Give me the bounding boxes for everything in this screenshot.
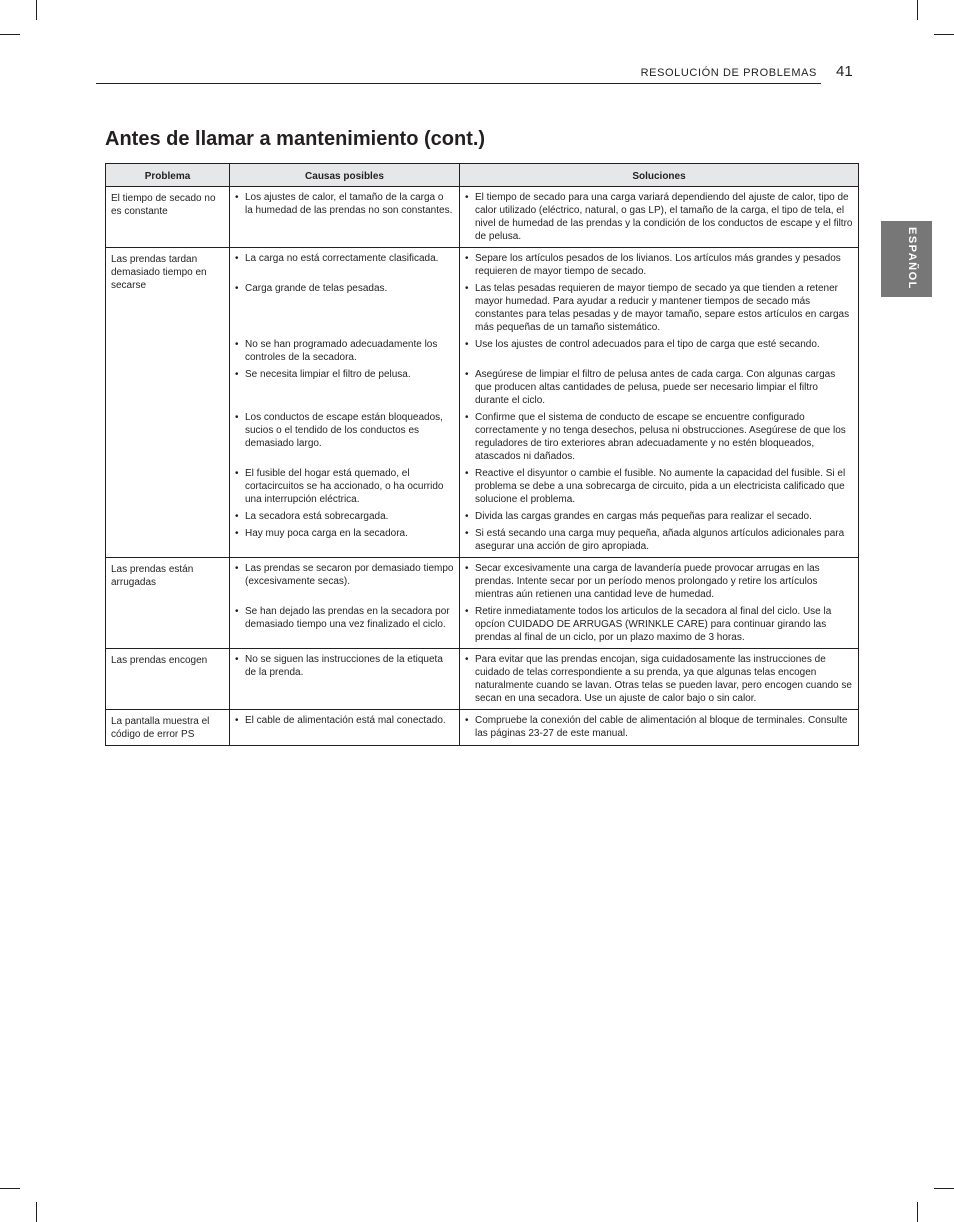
problem-cell: La pantalla muestra el código de error PS xyxy=(106,710,230,746)
causes-cell xyxy=(230,558,460,649)
cause-item: • La carga no está correctamente clasificada. xyxy=(235,252,454,278)
table-row xyxy=(106,649,859,710)
solution-item: • Separe los artículos pesados de los livianos. Los artículos más grandes y pesados requieren de mayor tiempo de secado. xyxy=(465,252,853,278)
causes-cell xyxy=(230,187,460,248)
crop-mark xyxy=(0,1188,20,1189)
language-tab xyxy=(881,221,932,297)
solutions-cell xyxy=(460,558,859,649)
table-header-row xyxy=(106,164,859,187)
solutions-cell xyxy=(460,187,859,248)
crop-mark xyxy=(917,0,918,20)
solution-item: • Secar excesivamente una carga de lavandería puede provocar arrugas en las prendas. Intente secar por un período menos prolongado y retire los artículos mientras aún retienen una cantidad leve de humedad. xyxy=(465,562,853,601)
causes-cell xyxy=(230,649,460,710)
cause-item: • Se necesita limpiar el filtro de pelusa. xyxy=(235,368,454,407)
crop-mark xyxy=(934,34,954,35)
cause-item: • Hay muy poca carga en la secadora. xyxy=(235,527,454,553)
column-header-solutions: Soluciones xyxy=(460,164,859,187)
cause-item: • Los ajustes de calor, el tamaño de la carga o la humedad de las prendas no son constantes. xyxy=(235,191,454,243)
solution-item: • El tiempo de secado para una carga variará dependiendo del ajuste de calor, tipo de calor utilizado (eléctrico, natural, o gas LP), el tamaño de la carga, el tipo de tela, el nivel de humedad de las prendas y la condición de los conductos de escape y el filtro de pelusa. xyxy=(465,191,853,243)
solution-item: • Las telas pesadas requieren de mayor tiempo de secado ya que tienden a retener mayor humedad. Para ayudar a reducir y mantener tiempos de secado más constantes para telas pesadas y de mayor tamaño, separe estos artículos en cargas más pequeñas de un tamaño sistemático. xyxy=(465,282,853,334)
cause-item: • El cable de alimentación está mal conectado. xyxy=(235,714,454,740)
crop-mark xyxy=(917,1202,918,1222)
causes-cell xyxy=(230,710,460,746)
solution-item: • Para evitar que las prendas encojan, siga cuidadosamente las instrucciones de cuidado de telas correspondiente a su prenda, ya que algunas telas encogen naturalmente cuando se lavan. Otras telas se pueden lavar, pero encogen cuando se secan en una secadora. Use un ajuste de calor bajo o sin calor. xyxy=(465,653,853,705)
running-header xyxy=(96,58,821,84)
troubleshooting-table xyxy=(105,163,859,746)
crop-mark xyxy=(36,1202,37,1222)
crop-mark xyxy=(934,1188,954,1189)
table-row xyxy=(106,187,859,248)
cause-item: • Las prendas se secaron por demasiado tiempo (excesivamente secas). xyxy=(235,562,454,601)
language-tab-label: ESPAÑOL xyxy=(906,227,918,290)
table-body xyxy=(106,187,859,746)
solution-item: • Si está secando una carga muy pequeña, añada algunos artículos adicionales para asegurar una acción de giro apropiada. xyxy=(465,527,853,553)
problem-cell: Las prendas tardan demasiado tiempo en secarse xyxy=(106,248,230,558)
solutions-cell xyxy=(460,649,859,710)
table-row xyxy=(106,710,859,746)
column-header-problem: Problema xyxy=(106,164,230,187)
page-number: 41 xyxy=(836,63,853,80)
cause-item: • Carga grande de telas pesadas. xyxy=(235,282,454,334)
solution-item: • Use los ajustes de control adecuados para el tipo de carga que esté secando. xyxy=(465,338,853,364)
solutions-cell xyxy=(460,710,859,746)
cause-item: • No se siguen las instrucciones de la etiqueta de la prenda. xyxy=(235,653,454,705)
section-title: RESOLUCIÓN DE PROBLEMAS xyxy=(640,67,817,79)
solutions-cell xyxy=(460,248,859,558)
solution-item: • Divida las cargas grandes en cargas más pequeñas para realizar el secado. xyxy=(465,510,853,523)
cause-item: • Se han dejado las prendas en la secadora por demasiado tiempo una vez finalizado el ciclo. xyxy=(235,605,454,644)
table-row xyxy=(106,558,859,649)
problem-cell: Las prendas encogen xyxy=(106,649,230,710)
problem-cell: El tiempo de secado no es constante xyxy=(106,187,230,248)
column-header-causes: Causas posibles xyxy=(230,164,460,187)
crop-mark xyxy=(36,0,37,20)
solution-item: • Compruebe la conexión del cable de alimentación al bloque de terminales. Consulte las páginas 23-27 de este manual. xyxy=(465,714,853,740)
solution-item: • Retire inmediatamente todos los articulos de la secadora al final del ciclo. Use la opcíon CUIDADO DE ARRUGAS (WRINKLE CARE) para continuar girando las prendas al final de un ciclo, por un plazo maximo de 3 horas. xyxy=(465,605,853,644)
cause-item: • Los conductos de escape están bloqueados, sucios o el tendido de los conductos es demasiado largo. xyxy=(235,411,454,463)
problem-cell: Las prendas están arrugadas xyxy=(106,558,230,649)
solution-item: • Reactive el disyuntor o cambie el fusible. No aumente la capacidad del fusible. Si el problema se debe a una sobrecarga de circuito, pida a un electricista calificado que solucione el problema. xyxy=(465,467,853,506)
solution-item: • Asegúrese de limpiar el filtro de pelusa antes de cada carga. Con algunas cargas que producen altas cantidades de pelusa, puede ser necesario limpiar el filtro durante el ciclo. xyxy=(465,368,853,407)
cause-item: • La secadora está sobrecargada. xyxy=(235,510,454,523)
solution-item: • Confirme que el sistema de conducto de escape se encuentre configurado correctamente y no tenga desechos, pelusa ni obstrucciones. Asegúrese de que los reguladores de tiro exteriores abran adecuadamente y no estén bloqueados, atascados ni dañados. xyxy=(465,411,853,463)
table-row xyxy=(106,248,859,558)
cause-item: • No se han programado adecuadamente los controles de la secadora. xyxy=(235,338,454,364)
crop-mark xyxy=(0,34,20,35)
page-title: Antes de llamar a mantenimiento (cont.) xyxy=(105,128,486,150)
cause-item: • El fusible del hogar está quemado, el cortacircuitos se ha accionado, o ha ocurrido una interrupción eléctrica. xyxy=(235,467,454,506)
causes-cell xyxy=(230,248,460,558)
